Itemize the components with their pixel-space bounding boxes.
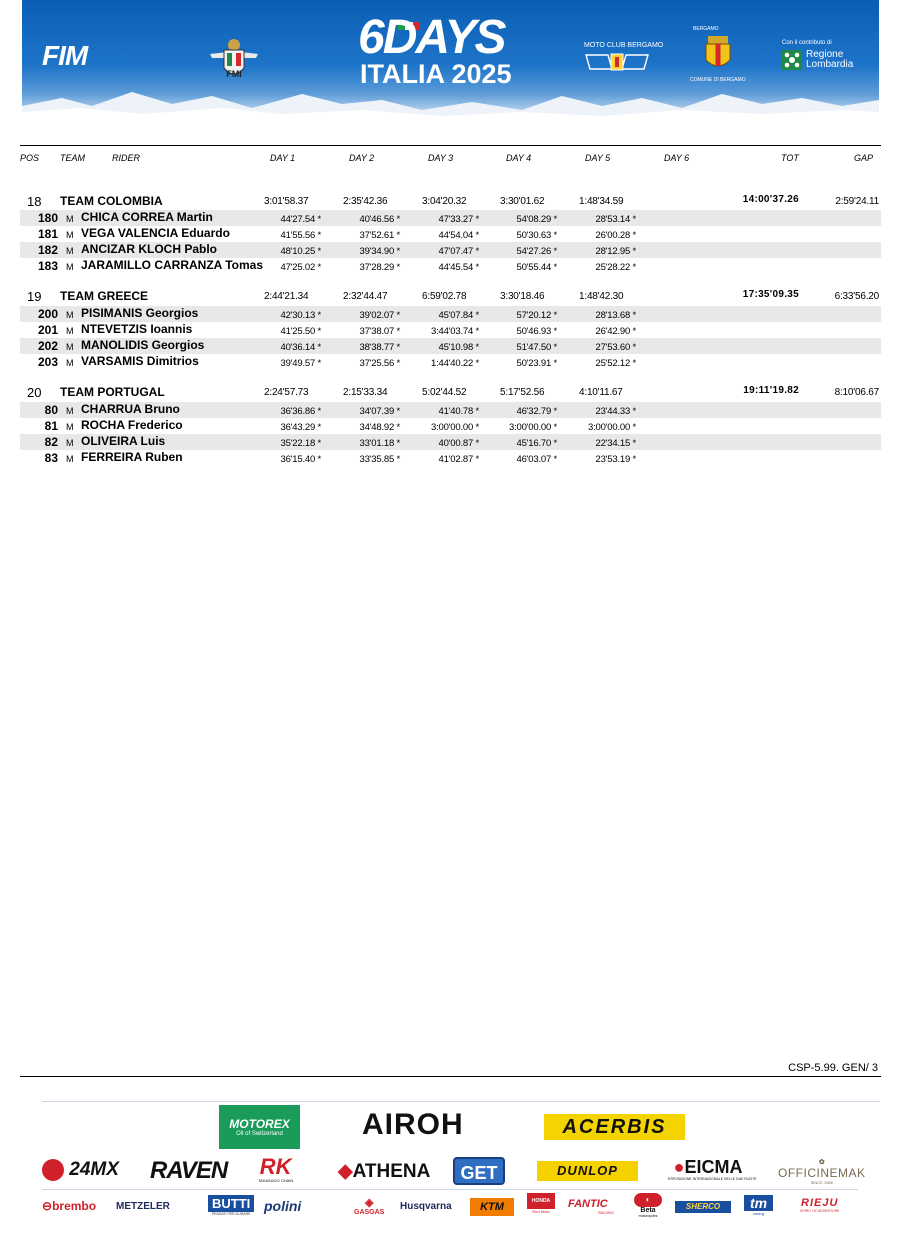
rider-number: 202 <box>37 339 58 353</box>
rider-day3: 47'33.27 * <box>438 214 479 225</box>
rider-day4: 54'27.26 * <box>516 246 557 257</box>
rider-class: M <box>66 262 74 272</box>
rider-day1: 41'25.50 * <box>280 326 321 337</box>
rider-day5: 23'53.19 * <box>595 454 636 465</box>
rider-day3: 41'02.87 * <box>438 454 479 465</box>
rider-day4: 50'23.91 * <box>516 358 557 369</box>
rider-row <box>20 242 881 258</box>
team-name: TEAM PORTUGAL <box>60 385 165 399</box>
rider-day5: 22'34.15 * <box>595 438 636 449</box>
team-row <box>20 288 881 304</box>
rider-name: ANCIZAR KLOCH Pablo <box>81 242 217 256</box>
rider-day2: 37'25.56 * <box>359 358 400 369</box>
rider-name: PISIMANIS Georgios <box>81 306 199 320</box>
officinemak-icon: ✿ <box>818 1159 825 1166</box>
sponsor-eicma-logo: ●EICMA ESPOSIZIONE INTERNAZIONALE DELLE DUE RUOTE <box>668 1157 757 1181</box>
rider-day3: 3:44'03.74 * <box>430 326 479 337</box>
rider-day4: 54'08.29 * <box>516 214 557 225</box>
sponsor-fantic-logo: FANTIC RACING <box>568 1198 614 1215</box>
col-team: TEAM <box>60 153 86 163</box>
rider-day1: 48'10.25 * <box>280 246 321 257</box>
rider-row <box>20 450 881 466</box>
rider-day2: 39'34.90 * <box>359 246 400 257</box>
rider-day4: 46'03.07 * <box>516 454 557 465</box>
sponsor-ktm-logo: KTM <box>470 1198 514 1216</box>
rider-name: OLIVEIRA Luis <box>81 434 166 448</box>
sponsor-motorex-logo: MOTOREX Oil of Switzerland <box>219 1105 300 1149</box>
sponsor-dunlop-logo: DUNLOP <box>537 1161 638 1181</box>
col-day4: DAY 4 <box>506 153 532 163</box>
team-position: 19 <box>27 289 42 304</box>
rider-day2: 39'02.07 * <box>359 310 400 321</box>
lombardia-rose-icon <box>782 50 802 70</box>
moto-club-bergamo-logo-icon <box>584 51 650 73</box>
rider-class: M <box>66 342 74 352</box>
rider-name: FERREIRA Ruben <box>81 450 183 464</box>
sponsor-butti-logo: BUTTI PENSATI PER DURARE <box>208 1195 254 1216</box>
sponsor-metzeler-logo: METZELER <box>116 1201 170 1212</box>
athena-icon: ◆ <box>338 1161 353 1182</box>
sponsor-rule <box>42 1101 880 1102</box>
rider-row <box>20 418 881 434</box>
team-total: 19:11'19.82 <box>743 385 799 396</box>
rider-day2: 33'35.85 * <box>359 454 400 465</box>
footer-rule <box>20 1076 881 1077</box>
rider-day1: 35'22.18 * <box>280 438 321 449</box>
contribution-label: Con il contributo di <box>782 40 832 46</box>
rider-day3: 45'10.98 * <box>438 342 479 353</box>
sponsor-rk-logo: RK TAKASAGO CHAIN <box>258 1154 294 1183</box>
rider-day2: 34'07.39 * <box>359 406 400 417</box>
sponsor-acerbis-logo: ACERBIS <box>544 1114 685 1140</box>
rider-class: M <box>66 454 74 464</box>
region-name-2: Lombardia <box>806 59 854 70</box>
rider-row <box>20 322 881 338</box>
rider-name: ROCHA Frederico <box>81 418 183 432</box>
rider-day1: 36'15.40 * <box>280 454 321 465</box>
rider-day3: 47'07.47 * <box>438 246 479 257</box>
team-day2: 2:32'44.47 <box>343 291 388 302</box>
rider-class: M <box>66 358 74 368</box>
sponsor-sherco-logo: SHERCO <box>675 1201 731 1213</box>
rider-number: 203 <box>37 355 58 369</box>
team-day2: 2:35'42.36 <box>343 196 388 207</box>
team-row <box>20 193 881 209</box>
sponsor-gasgas-logo: ◈ GASGAS <box>354 1197 385 1216</box>
team-day4: 3:30'01.62 <box>500 196 545 207</box>
rider-day1: 40'36.14 * <box>280 342 321 353</box>
rider-day2: 37'38.07 * <box>359 326 400 337</box>
rider-number: 183 <box>37 259 58 273</box>
rider-day1: 47'25.02 * <box>280 262 321 273</box>
team-day5: 1:48'34.59 <box>579 196 624 207</box>
rider-day5: 26'00.28 * <box>595 230 636 241</box>
sponsor-husqvarna-logo: Husqvarna <box>400 1201 452 1212</box>
team-gap: 6:33'56.20 <box>834 291 879 302</box>
sponsor-athena-logo: ◆ATHENA <box>338 1161 431 1182</box>
rider-number: 83 <box>44 451 58 465</box>
team-day1: 2:44'21.34 <box>264 291 309 302</box>
rider-number: 80 <box>44 403 58 417</box>
rider-number: 180 <box>37 211 58 225</box>
snowy-mountains-icon <box>22 80 879 120</box>
rider-number: 200 <box>37 307 58 321</box>
bergamo-label: BERGAMO <box>693 26 719 32</box>
team-day5: 1:48'42.30 <box>579 291 624 302</box>
rider-row <box>20 306 881 322</box>
rider-day1: 41'55.56 * <box>280 230 321 241</box>
rider-day5: 28'13.68 * <box>595 310 636 321</box>
rider-day4: 45'16.70 * <box>516 438 557 449</box>
rider-name: CHARRUA Bruno <box>81 402 180 416</box>
rider-number: 82 <box>44 435 58 449</box>
rider-day3: 41'40.78 * <box>438 406 479 417</box>
sponsor-officinemak-logo: ✿ OFFICINEMAK SINCE 1966 <box>778 1159 866 1185</box>
col-tot: TOT <box>781 153 799 163</box>
rider-row <box>20 210 881 226</box>
rider-day2: 37'28.29 * <box>359 262 400 273</box>
rider-day1: 36'36.86 * <box>280 406 321 417</box>
bergamo-crest-icon <box>702 32 734 72</box>
rider-number: 181 <box>37 227 58 241</box>
rider-class: M <box>66 246 74 256</box>
event-title: 6DAYS <box>358 11 505 64</box>
rider-day5: 27'53.60 * <box>595 342 636 353</box>
team-position: 20 <box>27 385 42 400</box>
team-gap: 8:10'06.67 <box>834 387 879 398</box>
eicma-icon: ● <box>673 1157 685 1177</box>
rider-day5: 28'12.95 * <box>595 246 636 257</box>
sponsor-rieju-logo: RIEJU SPIRIT OF ADVENTURE <box>800 1197 840 1213</box>
rider-class: M <box>66 438 74 448</box>
col-rider: RIDER <box>112 153 141 163</box>
header-rule <box>20 145 881 146</box>
rider-name: JARAMILLO CARRANZA Tomas <box>81 258 263 272</box>
col-day5: DAY 5 <box>585 153 611 163</box>
rider-day2: 34'48.92 * <box>359 422 400 433</box>
sponsor-get-logo: GET <box>453 1157 505 1185</box>
team-day3: 6:59'02.78 <box>422 291 467 302</box>
rider-class: M <box>66 422 74 432</box>
sponsor-raven-logo: RAVEN <box>150 1157 228 1184</box>
rider-day4: 46'32.79 * <box>516 406 557 417</box>
sponsor-honda-logo: HONDA Red Moto <box>527 1193 555 1214</box>
rider-day5: 25'28.22 * <box>595 262 636 273</box>
team-name: TEAM GREECE <box>60 289 149 303</box>
fim-logo: FIM <box>42 40 88 71</box>
team-day3: 3:04'20.32 <box>422 196 467 207</box>
rider-day2: 38'38.77 * <box>359 342 400 353</box>
24mx-icon <box>42 1159 64 1181</box>
rider-class: M <box>66 214 74 224</box>
rider-name: MANOLIDIS Georgios <box>81 338 205 352</box>
rider-day2: 33'01.18 * <box>359 438 400 449</box>
rider-row <box>20 434 881 450</box>
rider-day1: 39'49.57 * <box>280 358 321 369</box>
team-row <box>20 384 881 400</box>
rider-class: M <box>66 230 74 240</box>
rider-day4: 50'55.44 * <box>516 262 557 273</box>
team-day2: 2:15'33.34 <box>343 387 388 398</box>
sponsor-24mx-logo: 24MX <box>42 1159 119 1181</box>
rider-class: M <box>66 310 74 320</box>
rider-day5: 26'42.90 * <box>595 326 636 337</box>
event-banner <box>22 0 879 120</box>
rider-day2: 37'52.61 * <box>359 230 400 241</box>
team-day5: 4:10'11.67 <box>579 387 623 398</box>
rider-day3: 3:00'00.00 * <box>430 422 479 433</box>
rider-day5: 25'52.12 * <box>595 358 636 369</box>
rider-day1: 44'27.54 * <box>280 214 321 225</box>
rider-day5: 28'53.14 * <box>595 214 636 225</box>
bergamo-comune: COMUNE DI BERGAMO <box>690 77 746 83</box>
col-gap: GAP <box>854 153 874 163</box>
rider-day4: 50'46.93 * <box>516 326 557 337</box>
rider-day3: 1:44'40.22 * <box>430 358 479 369</box>
rider-row <box>20 338 881 354</box>
sponsor-polini-logo: polini <box>264 1198 302 1214</box>
rider-day2: 40'46.56 * <box>359 214 400 225</box>
rider-class: M <box>66 406 74 416</box>
sponsor-tm-logo: tm racing <box>744 1195 773 1216</box>
rider-name: CHICA CORREA Martin <box>81 210 213 224</box>
team-name: TEAM COLOMBIA <box>60 194 163 208</box>
rider-day4: 3:00'00.00 * <box>508 422 557 433</box>
team-day1: 2:24'57.73 <box>264 387 309 398</box>
team-day4: 5:17'52.56 <box>500 387 545 398</box>
sponsor-divider <box>42 1189 858 1190</box>
team-position: 18 <box>27 194 42 209</box>
rider-row <box>20 226 881 242</box>
region-name-1: Regione <box>806 49 844 60</box>
rider-day4: 57'20.12 * <box>516 310 557 321</box>
rider-row <box>20 402 881 418</box>
page-reference: CSP-5.99. GEN/ 3 <box>788 1062 878 1074</box>
event-subtitle: ITALIA 2025 <box>360 59 512 89</box>
rider-row <box>20 354 881 370</box>
rider-day1: 36'43.29 * <box>280 422 321 433</box>
rider-row <box>20 258 881 274</box>
rider-name: VARSAMIS Dimitrios <box>81 354 199 368</box>
rider-name: NTEVETZIS Ioannis <box>81 322 193 336</box>
beta-icon: ◐ <box>634 1193 662 1207</box>
club-name: MOTO CLUB BERGAMO <box>584 42 664 49</box>
sponsor-beta-logo: ◐ Beta motorcycles <box>634 1193 662 1218</box>
rider-day4: 50'30.63 * <box>516 230 557 241</box>
rider-name: VEGA VALENCIA Eduardo <box>81 226 230 240</box>
rider-class: M <box>66 326 74 336</box>
rider-day3: 45'07.84 * <box>438 310 479 321</box>
fmi-emblem-icon <box>208 36 260 82</box>
gasgas-icon: ◈ <box>364 1197 374 1209</box>
col-day2: DAY 2 <box>349 153 375 163</box>
rider-day5: 3:00'00.00 * <box>587 422 636 433</box>
rider-day3: 44'54.04 * <box>438 230 479 241</box>
rider-day3: 44'45.54 * <box>438 262 479 273</box>
svg-text:FMI: FMI <box>226 69 242 79</box>
col-day6: DAY 6 <box>664 153 690 163</box>
col-day1: DAY 1 <box>270 153 296 163</box>
team-day1: 3:01'58.37 <box>264 196 309 207</box>
rider-day4: 51'47.50 * <box>516 342 557 353</box>
sponsor-brembo-logo: ⊖brembo <box>42 1199 97 1213</box>
team-total: 17:35'09.35 <box>742 289 799 300</box>
team-day4: 3:30'18.46 <box>500 291 545 302</box>
rider-day5: 23'44.33 * <box>595 406 636 417</box>
sponsor-airoh-logo: AIROH <box>362 1108 464 1141</box>
rider-number: 182 <box>37 243 58 257</box>
team-day3: 5:02'44.52 <box>422 387 467 398</box>
rider-day3: 40'00.87 * <box>438 438 479 449</box>
rider-number: 201 <box>37 323 58 337</box>
col-day3: DAY 3 <box>428 153 454 163</box>
brembo-icon: ⊖ <box>42 1199 53 1213</box>
rider-day1: 42'30.13 * <box>280 310 321 321</box>
team-total: 14:00'37.26 <box>742 194 799 205</box>
rider-number: 81 <box>44 419 58 433</box>
team-gap: 2:59'24.11 <box>835 196 879 207</box>
col-pos: POS <box>20 153 40 163</box>
